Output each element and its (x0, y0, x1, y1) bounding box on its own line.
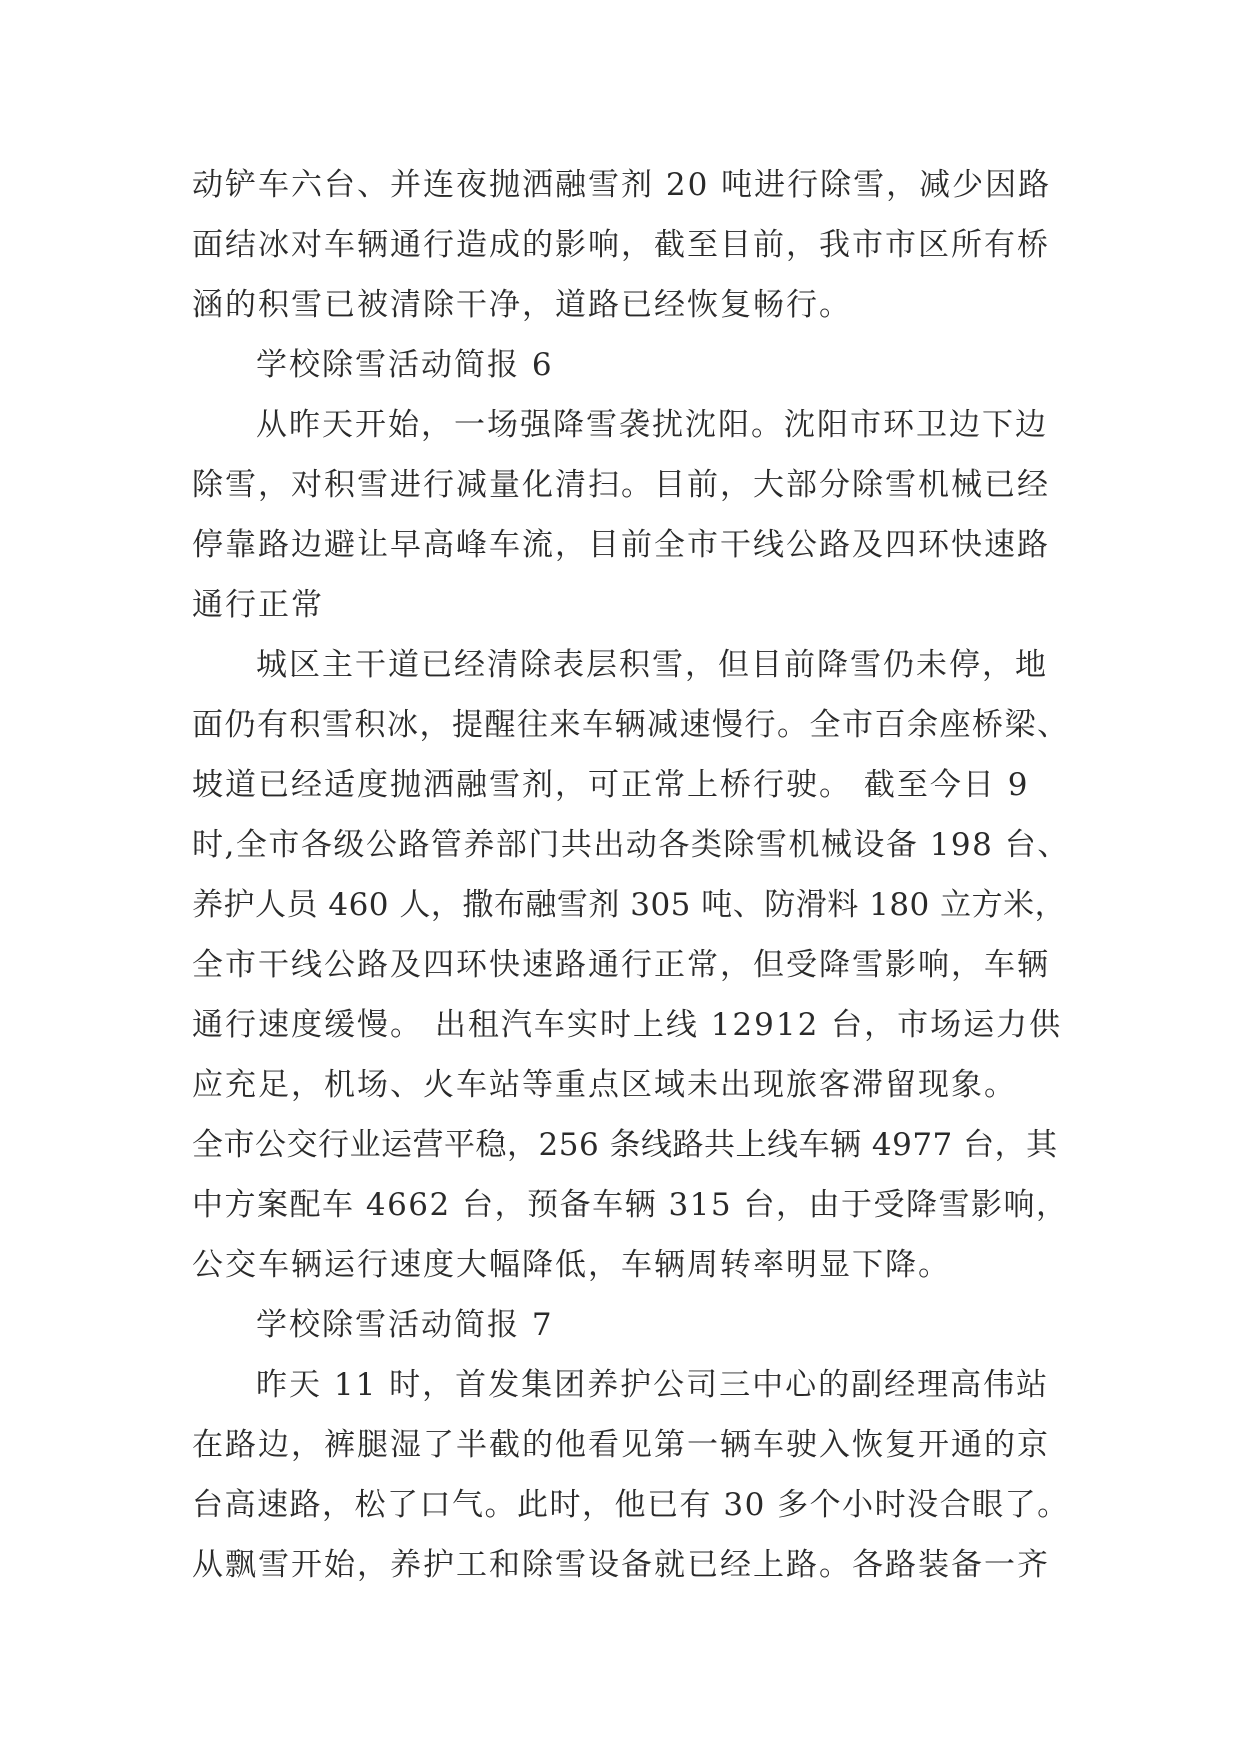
text-line: 通行速度缓慢。 出租汽车实时上线 12912 台，市场运力供 (192, 1007, 1063, 1043)
text-line: 应充足，机场、火车站等重点区域未出现旅客滞留现象。 (192, 1067, 1017, 1103)
text-line: 通行正常 (192, 587, 324, 623)
text-line: 昨天 11 时，首发集团养护公司三中心的副经理高伟站 (256, 1367, 1050, 1403)
text-line: 涵的积雪已被清除干净，道路已经恢复畅行。 (192, 287, 852, 323)
document-body (192, 155, 1072, 1595)
text-line: 全市干线公路及四环快速路通行正常，但受降雪影响，车辆 (192, 947, 1050, 983)
text-line: 台高速路，松了口气。此时，他已有 30 多个小时没合眼了。 (192, 1487, 1070, 1523)
text-line: 面结冰对车辆通行造成的影响，截至目前，我市市区所有桥 (192, 227, 1050, 263)
text-line: 中方案配车 4662 台，预备车辆 315 台，由于受降雪影响， (192, 1187, 1069, 1223)
text-line: 从昨天开始，一场强降雪袭扰沈阳。沈阳市环卫边下边 (256, 407, 1048, 443)
text-line: 停靠路边避让早高峰车流，目前全市干线公路及四环快速路 (192, 527, 1050, 563)
text-line: 全市公交行业运营平稳，256 条线路共上线车辆 4977 台，其 (192, 1127, 1058, 1163)
text-line: 坡道已经适度抛洒融雪剂，可正常上桥行驶。 截至今日 9 (192, 767, 1030, 803)
text-line: 在路边，裤腿湿了半截的他看见第一辆车驶入恢复开通的京 (192, 1427, 1050, 1463)
text-line: 养护人员 460 人，撒布融雪剂 305 吨、防滑料 180 立方米， (192, 887, 1067, 923)
text-line: 时,全市各级公路管养部门共出动各类除雪机械设备 198 台、 (192, 827, 1070, 863)
text-line: 除雪，对积雪进行减量化清扫。目前，大部分除雪机械已经 (192, 467, 1050, 503)
section-heading: 学校除雪活动简报 7 (256, 1307, 554, 1343)
text-line: 城区主干道已经清除表层积雪，但目前降雪仍未停，地 (256, 647, 1048, 683)
text-line: 动铲车六台、并连夜抛洒融雪剂 20 吨进行除雪，减少因路 (192, 167, 1052, 203)
text-line: 面仍有积雪积冰，提醒往来车辆减速慢行。全市百余座桥梁、 (192, 707, 1070, 743)
text-line: 公交车辆运行速度大幅降低，车辆周转率明显下降。 (192, 1247, 951, 1283)
text-line: 从飘雪开始，养护工和除雪设备就已经上路。各路装备一齐 (192, 1547, 1050, 1583)
section-heading: 学校除雪活动简报 6 (256, 347, 554, 383)
